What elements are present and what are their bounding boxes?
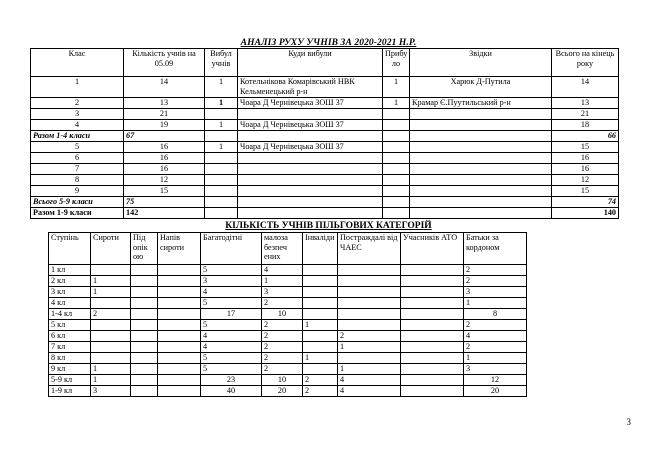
table-cell: 2 (31, 98, 124, 109)
table-cell: 2 (91, 309, 131, 320)
table-cell (238, 131, 383, 142)
table-cell (338, 287, 401, 298)
table-row (31, 208, 619, 219)
table-cell: 8 кл (49, 353, 91, 364)
table-cell: 9 (31, 186, 124, 197)
table-cell: 142 (124, 208, 205, 219)
table-header-row (49, 233, 527, 265)
table-cell (410, 186, 552, 197)
table-cell: 16 (552, 153, 619, 164)
table-cell (91, 353, 131, 364)
table-cell (401, 287, 464, 298)
table-cell (401, 309, 464, 320)
table-cell (158, 276, 201, 287)
table-cell (383, 164, 410, 175)
table-cell: 1 (205, 98, 238, 109)
table-cell: 16 (552, 164, 619, 175)
table-cell (91, 320, 131, 331)
table-cell: 5 (201, 298, 262, 309)
column-header: Кількість учнів на 05.09 (124, 49, 205, 77)
table-cell: 1-4 кл (49, 309, 91, 320)
table-cell: 21 (552, 109, 619, 120)
table-cell: 1 (262, 276, 303, 287)
table-cell: 5 (31, 142, 124, 153)
table-cell: 2 (303, 386, 338, 397)
table-cell: 1 (91, 364, 131, 375)
table-cell: Крамар Є.Пуутильський р-н (410, 98, 552, 109)
table-cell: 2 (262, 320, 303, 331)
table-cell: 74 (552, 197, 619, 208)
table-cell: 3 (91, 386, 131, 397)
table-cell (401, 331, 464, 342)
table-cell (401, 265, 464, 276)
table-cell: 2 (262, 331, 303, 342)
table-row (31, 109, 619, 120)
column-header: Клас (31, 49, 124, 77)
table-row (31, 197, 619, 208)
table-cell (205, 197, 238, 208)
table-cell (131, 265, 158, 276)
column-header: Ступінь (49, 233, 91, 265)
table-cell (91, 298, 131, 309)
table-cell: Разом 1-4 класи (31, 131, 124, 142)
column-header: Напів сироти (158, 233, 201, 265)
table-cell: 4 кл (49, 298, 91, 309)
table-cell (303, 309, 338, 320)
table-cell: 2 (303, 375, 338, 386)
table-cell: 2 (338, 331, 401, 342)
table-cell: 14 (552, 77, 619, 98)
column-header: Інваліди (303, 233, 338, 265)
movement-analysis-title: АНАЛІЗ РУХУ УЧНІВ ЗА 2020-2021 Н.Р. (240, 38, 417, 48)
table-cell: 1-9 кл (49, 386, 91, 397)
table-cell (205, 186, 238, 197)
table-cell (383, 186, 410, 197)
student-movement-table (30, 48, 619, 219)
table-cell: 2 кл (49, 276, 91, 287)
table-cell: 4 (262, 265, 303, 276)
table-row (49, 298, 527, 309)
table-row (31, 175, 619, 186)
table-cell: 1 (91, 375, 131, 386)
table-cell: 1 (31, 77, 124, 98)
table-cell: 2 (262, 353, 303, 364)
table-cell (131, 287, 158, 298)
table-row (49, 265, 527, 276)
table-cell: 20 (464, 386, 527, 397)
table-cell: 5 (201, 265, 262, 276)
table-cell (205, 175, 238, 186)
table-cell: 4 (338, 386, 401, 397)
table-cell: 4 (201, 342, 262, 353)
table-cell (303, 287, 338, 298)
table-cell: 1 (205, 77, 238, 98)
table-cell: 3 кл (49, 287, 91, 298)
table-cell: Чоара Д Чернівецька ЗОШ 37 (238, 98, 383, 109)
table-cell: 6 (31, 153, 124, 164)
table-cell: 2 (464, 342, 527, 353)
column-header: Всього на кінець року (552, 49, 619, 77)
table-cell (158, 298, 201, 309)
column-header: малоза безпеч ених (262, 233, 303, 265)
table-row (31, 142, 619, 153)
table-cell (131, 298, 158, 309)
table-cell: 1 (383, 77, 410, 98)
table-cell (238, 186, 383, 197)
table-row (49, 309, 527, 320)
table-cell (205, 208, 238, 219)
table-cell (383, 175, 410, 186)
table-cell: 18 (552, 120, 619, 131)
table-cell (238, 208, 383, 219)
table-cell (303, 331, 338, 342)
table-cell: 1 (205, 120, 238, 131)
table-cell (158, 353, 201, 364)
table-cell (131, 331, 158, 342)
column-header: Учасників АТО (401, 233, 464, 265)
table-cell (338, 353, 401, 364)
table-cell: 20 (262, 386, 303, 397)
table-cell: 23 (201, 375, 262, 386)
table-row (31, 153, 619, 164)
table-cell (338, 320, 401, 331)
column-header: Прибу ло (383, 49, 410, 77)
table-cell (238, 175, 383, 186)
table-cell (410, 120, 552, 131)
table-cell: 1 (91, 276, 131, 287)
table-cell (131, 364, 158, 375)
table-cell: 4 (31, 120, 124, 131)
table-cell: 1 (464, 298, 527, 309)
table-cell: 13 (552, 98, 619, 109)
table-cell: 21 (124, 109, 205, 120)
table-cell: 4 (201, 331, 262, 342)
table-cell: 16 (124, 142, 205, 153)
table-cell: 75 (124, 197, 205, 208)
table-cell: 66 (552, 131, 619, 142)
table-cell (401, 342, 464, 353)
table-cell (303, 298, 338, 309)
table-row (49, 331, 527, 342)
column-header: Звідки (410, 49, 552, 77)
table-cell: 6 кл (49, 331, 91, 342)
table-cell (158, 342, 201, 353)
table-cell: 1 (91, 287, 131, 298)
table-cell (401, 298, 464, 309)
table-cell: 2 (464, 320, 527, 331)
column-header: Батьки за кордоном (464, 233, 527, 265)
table-cell: 3 (31, 109, 124, 120)
table-cell: 2 (464, 265, 527, 276)
table-cell (383, 120, 410, 131)
table-cell (158, 287, 201, 298)
table-cell: Харюк Д-Путила (410, 77, 552, 98)
table-cell: 16 (124, 164, 205, 175)
table-cell (410, 153, 552, 164)
table-cell (131, 276, 158, 287)
table-row (31, 98, 619, 109)
table-row (31, 77, 619, 98)
table-cell (131, 309, 158, 320)
table-cell (205, 164, 238, 175)
table-cell: 12 (124, 175, 205, 186)
table-cell: 1 (383, 98, 410, 109)
table-cell (158, 364, 201, 375)
table-cell: Котельнікова Комарівський НВК Кельменецький р-н (238, 77, 383, 98)
table-cell (131, 375, 158, 386)
column-header: Сироти (91, 233, 131, 265)
table-cell (338, 276, 401, 287)
table-cell (91, 265, 131, 276)
table-cell: 1 (338, 342, 401, 353)
table-cell (238, 153, 383, 164)
table-cell (303, 276, 338, 287)
table-cell: Чоара Д Чернівецька ЗОШ 37 (238, 142, 383, 153)
table-cell: 7 кл (49, 342, 91, 353)
table-row (31, 120, 619, 131)
table-cell (410, 164, 552, 175)
column-header: Куди вибули (238, 49, 383, 77)
table-cell (238, 164, 383, 175)
table-cell: 10 (262, 309, 303, 320)
table-cell (131, 342, 158, 353)
table-cell (205, 131, 238, 142)
table-cell: 3 (464, 364, 527, 375)
table-cell: 19 (124, 120, 205, 131)
table-row (49, 287, 527, 298)
table-row (49, 386, 527, 397)
column-header: Під опік ою (131, 233, 158, 265)
table-cell: 15 (552, 142, 619, 153)
table-cell (383, 197, 410, 208)
table-cell: 13 (124, 98, 205, 109)
table-cell: 17 (201, 309, 262, 320)
table-cell (205, 153, 238, 164)
table-cell: 12 (552, 175, 619, 186)
table-cell: 16 (124, 153, 205, 164)
privileged-categories-table (48, 232, 527, 397)
table-cell: 4 (464, 331, 527, 342)
table-cell (410, 109, 552, 120)
page-number: 3 (626, 417, 631, 427)
table-cell: 14 (124, 77, 205, 98)
table-row (31, 186, 619, 197)
table-cell (410, 208, 552, 219)
table-cell: 2 (262, 364, 303, 375)
table-cell (410, 175, 552, 186)
table-cell: 1 (303, 353, 338, 364)
table-row (49, 364, 527, 375)
table-cell: 1 (303, 320, 338, 331)
table-cell (238, 197, 383, 208)
table-cell (303, 364, 338, 375)
table-cell: 4 (201, 287, 262, 298)
table-row (49, 276, 527, 287)
table-cell: 5-9 кл (49, 375, 91, 386)
table-cell (401, 375, 464, 386)
table-cell (131, 320, 158, 331)
table-cell (383, 208, 410, 219)
table-cell: 8 (31, 175, 124, 186)
column-header: Вибул учнів (205, 49, 238, 77)
table-cell (303, 265, 338, 276)
table-cell: 10 (262, 375, 303, 386)
table-cell: Чоара Д Чернівецька ЗОШ 37 (238, 120, 383, 131)
table-cell: 9 кл (49, 364, 91, 375)
table-cell (401, 320, 464, 331)
table-cell (383, 142, 410, 153)
table-cell (131, 386, 158, 397)
table-cell (131, 353, 158, 364)
table-cell (303, 342, 338, 353)
table-row (31, 164, 619, 175)
table-cell (158, 265, 201, 276)
table-cell (410, 131, 552, 142)
table-cell (383, 131, 410, 142)
table-cell (158, 320, 201, 331)
table-cell: 2 (464, 276, 527, 287)
table-cell: 7 (31, 164, 124, 175)
table-cell (410, 197, 552, 208)
table-cell (401, 386, 464, 397)
table-row (49, 320, 527, 331)
table-cell (383, 153, 410, 164)
table-cell: 3 (201, 276, 262, 287)
table-cell (238, 109, 383, 120)
table-cell (401, 276, 464, 287)
table-cell (401, 353, 464, 364)
table-cell: Разом 1-9 класи (31, 208, 124, 219)
table-cell: 5 кл (49, 320, 91, 331)
table-cell: 1 кл (49, 265, 91, 276)
table-cell: 3 (464, 287, 527, 298)
table-cell: 4 (338, 375, 401, 386)
table-cell (338, 298, 401, 309)
table-cell (158, 309, 201, 320)
table-cell: 3 (262, 287, 303, 298)
table-cell (91, 331, 131, 342)
column-header: Багатодітні (201, 233, 262, 265)
table-cell: 40 (201, 386, 262, 397)
table-cell (158, 375, 201, 386)
table-cell: 15 (124, 186, 205, 197)
table-cell: 8 (464, 309, 527, 320)
table-cell: 2 (262, 342, 303, 353)
table-cell: 5 (201, 353, 262, 364)
table-cell (338, 265, 401, 276)
table-row (49, 353, 527, 364)
table-header-row (31, 49, 619, 77)
table-cell (205, 109, 238, 120)
table-row (31, 131, 619, 142)
table-cell: 67 (124, 131, 205, 142)
table-cell: 140 (552, 208, 619, 219)
table-row (49, 342, 527, 353)
table-cell: Всього 5-9 класи (31, 197, 124, 208)
column-header: Постраждалі від ЧАЕС (338, 233, 401, 265)
table-cell: 2 (262, 298, 303, 309)
table-cell (410, 142, 552, 153)
table-cell (91, 342, 131, 353)
table-cell (401, 364, 464, 375)
table-cell (383, 109, 410, 120)
table-cell: 1 (338, 364, 401, 375)
table-cell: 1 (464, 353, 527, 364)
table-cell (158, 331, 201, 342)
table-cell (338, 309, 401, 320)
table-row (49, 375, 527, 386)
table-cell: 15 (552, 186, 619, 197)
privileged-categories-title: КІЛЬКІСТЬ УЧНІВ ПІЛЬГОВИХ КАТЕГОРІЙ (225, 221, 432, 231)
table-cell (158, 386, 201, 397)
table-cell: 12 (464, 375, 527, 386)
table-cell: 1 (205, 142, 238, 153)
table-cell: 5 (201, 320, 262, 331)
table-cell: 5 (201, 364, 262, 375)
